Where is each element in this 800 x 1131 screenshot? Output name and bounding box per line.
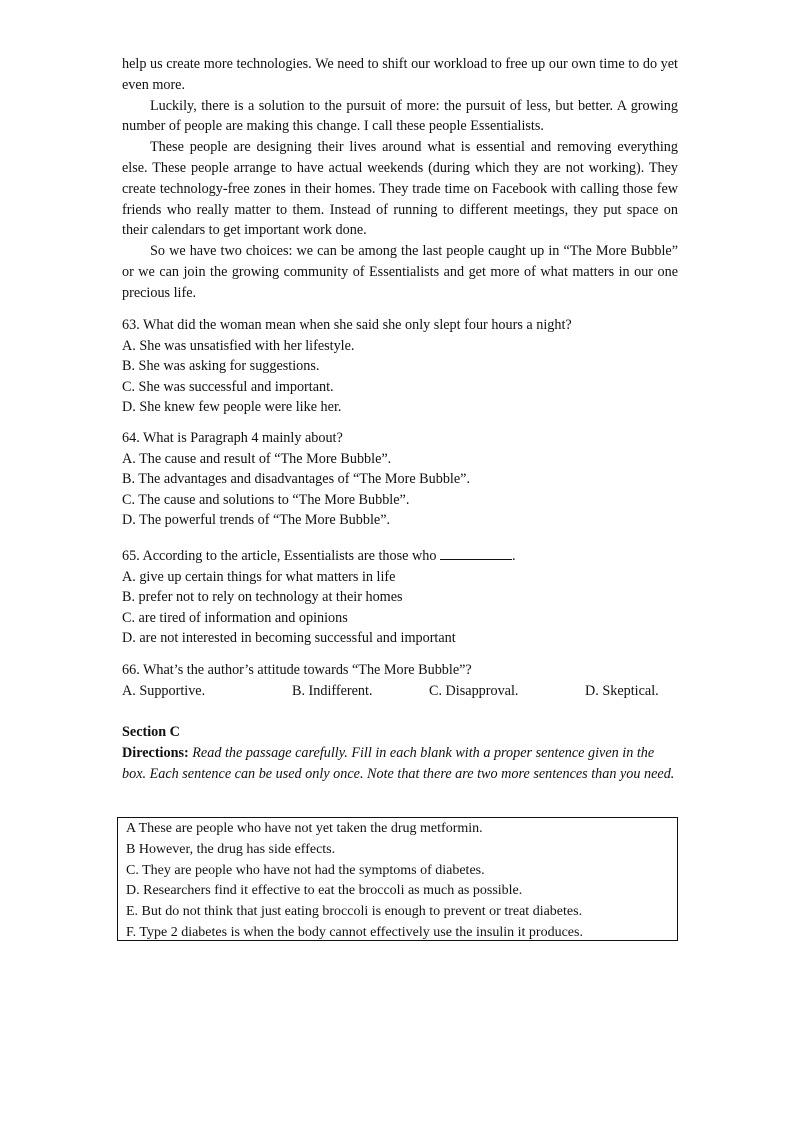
- question-stem: 65. According to the article, Essentialists are those who: [122, 548, 437, 564]
- section-title: Section C: [122, 724, 180, 740]
- question-66: [122, 660, 682, 701]
- option-b[interactable]: B. She was asking for suggestions.: [122, 358, 320, 374]
- directions-label: Directions:: [122, 744, 189, 761]
- option-d[interactable]: D. The powerful trends of “The More Bubble”.: [122, 512, 391, 528]
- passage-paragraph-2: Luckily, there is a solution to the pursuit of more: the pursuit of less, but better. A growing number of people are making this change. I call these people Essentialists.: [122, 97, 678, 135]
- box-sentence-d: D. Researchers find it effective to eat the broccoli as much as possible.: [126, 883, 523, 899]
- question-65: [122, 545, 682, 649]
- question-63: [122, 315, 682, 418]
- options-row: [122, 681, 682, 701]
- option-a[interactable]: A. Supportive.: [122, 682, 206, 699]
- option-a[interactable]: A. She was unsatisfied with her lifestyle.: [122, 337, 355, 354]
- question-64: [122, 428, 682, 531]
- directions: [122, 743, 678, 785]
- option-b[interactable]: B. Indifferent.: [292, 682, 373, 699]
- passage-paragraph-4: So we have two choices: we can be among the last people caught up in “The More Bubble” or we can join the growing community of Essentialists and get more of what matters in our one precious life.: [122, 243, 678, 301]
- directions-text: Read the passage carefully. Fill in each blank with a proper sentence given in the box. Each sentence can be used only once. Note that there are two more sentences than you need.: [122, 744, 675, 782]
- box-sentence-f: F. Type 2 diabetes is when the body cannot effectively use the insulin it produces.: [126, 924, 583, 940]
- question-stem-line: [122, 545, 682, 567]
- passage-paragraph-3: These people are designing their lives around what is essential and removing everything else. These people arrange to have actual weekends (during which they are not working). They create technology-free zones in their homes. They trade time on Facebook with calling those few friends who really matter to them. Instead of running to different meetings, they put space on their calendars to get important work done.: [122, 139, 678, 239]
- option-a[interactable]: A. give up certain things for what matters in life: [122, 568, 396, 585]
- option-d[interactable]: D. Skeptical.: [585, 682, 659, 699]
- option-b[interactable]: B. The advantages and disadvantages of “The More Bubble”.: [122, 471, 471, 487]
- box-sentence-e: E. But do not think that just eating broccoli is enough to prevent or treat diabetes.: [126, 904, 583, 920]
- passage-paragraph-1: help us create more technologies. We need to shift our workload to free up our own time to do yet even more.: [122, 56, 678, 93]
- option-d[interactable]: D. are not interested in becoming successful and important: [122, 630, 456, 646]
- answer-blank[interactable]: [440, 545, 512, 560]
- question-stem: 64. What is Paragraph 4 mainly about?: [122, 430, 343, 446]
- option-a[interactable]: A. The cause and result of “The More Bubble”.: [122, 450, 392, 467]
- option-c[interactable]: C. Disapproval.: [429, 682, 519, 699]
- reading-passage: [122, 54, 678, 304]
- question-stem: 63. What did the woman mean when she said she only slept four hours a night?: [122, 317, 572, 333]
- option-d[interactable]: D. She knew few people were like her.: [122, 399, 342, 415]
- question-stem: 66. What’s the author’s attitude towards “The More Bubble”?: [122, 662, 472, 678]
- option-c[interactable]: C. The cause and solutions to “The More Bubble”.: [122, 491, 410, 508]
- box-sentence-c: C. They are people who have not had the symptoms of diabetes.: [126, 862, 485, 878]
- option-c[interactable]: C. She was successful and important.: [122, 378, 334, 395]
- option-c[interactable]: C. are tired of information and opinions: [122, 609, 348, 626]
- sentence-box: [117, 817, 678, 941]
- box-sentence-a: A These are people who have not yet taken the drug metformin.: [126, 821, 483, 836]
- option-b[interactable]: B. prefer not to rely on technology at their homes: [122, 589, 403, 605]
- section-c: [122, 722, 678, 784]
- box-sentence-b: B However, the drug has side effects.: [126, 841, 336, 857]
- stem-period: .: [511, 548, 516, 564]
